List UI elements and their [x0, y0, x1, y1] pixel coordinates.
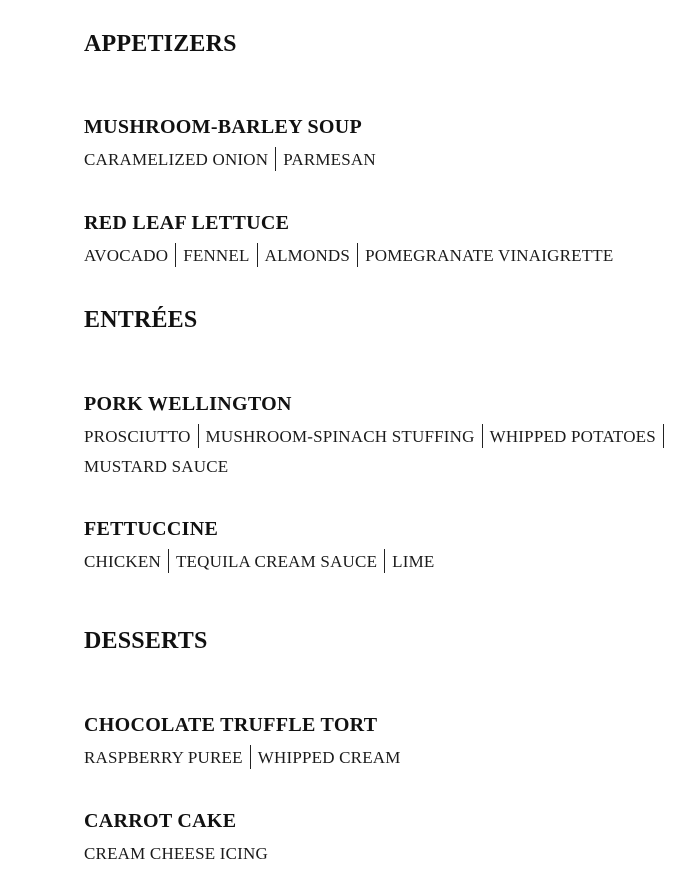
ingredient: FENNEL	[183, 246, 250, 265]
menu-item	[84, 392, 684, 482]
separator	[257, 243, 258, 267]
menu-item	[84, 211, 684, 271]
ingredient: CHICKEN	[84, 552, 161, 571]
menu-item	[84, 809, 684, 869]
item-name: CHOCOLATE TRUFFLE TORT	[84, 714, 378, 736]
ingredient: RASPBERRY PUREE	[84, 748, 243, 767]
ingredient: AVOCADO	[84, 246, 169, 265]
separator	[275, 147, 276, 171]
item-name: MUSHROOM-BARLEY SOUP	[84, 116, 363, 138]
item-description	[84, 743, 684, 773]
ingredient: POMEGRANATE VINAIGRETTE	[365, 246, 614, 265]
ingredient: ALMONDS	[264, 246, 351, 265]
item-description	[84, 145, 684, 175]
separator	[168, 549, 169, 573]
item-description	[84, 547, 684, 577]
separator	[250, 745, 251, 769]
ingredient: CARAMELIZED ONION	[84, 150, 269, 169]
ingredient: PROSCIUTTO	[84, 427, 191, 446]
separator	[663, 424, 664, 448]
item-name: PORK WELLINGTON	[84, 393, 292, 415]
section-title-desserts: DESSERTS	[84, 628, 208, 654]
separator	[384, 549, 385, 573]
ingredient: MUSTARD SAUCE	[84, 457, 229, 476]
item-description	[84, 422, 684, 482]
menu-item	[84, 517, 684, 577]
separator	[357, 243, 358, 267]
ingredient: LIME	[392, 552, 435, 571]
separator	[175, 243, 176, 267]
ingredient: CREAM CHEESE ICING	[84, 844, 268, 863]
separator	[482, 424, 483, 448]
section-title-entrees: ENTRÉES	[84, 307, 198, 333]
ingredient: MUSHROOM-SPINACH STUFFING	[205, 427, 475, 446]
item-description	[84, 241, 684, 271]
section-title-appetizers: APPETIZERS	[84, 31, 237, 57]
ingredient: WHIPPED CREAM	[257, 748, 401, 767]
menu-item	[84, 713, 684, 773]
item-name: CARROT CAKE	[84, 810, 237, 832]
item-name: RED LEAF LETTUCE	[84, 212, 290, 234]
ingredient: TEQUILA CREAM SAUCE	[175, 552, 378, 571]
item-description	[84, 839, 684, 869]
item-name: FETTUCCINE	[84, 518, 219, 540]
ingredient: WHIPPED POTATOES	[489, 427, 656, 446]
ingredient: PARMESAN	[283, 150, 376, 169]
menu-item	[84, 115, 684, 175]
separator	[198, 424, 199, 448]
